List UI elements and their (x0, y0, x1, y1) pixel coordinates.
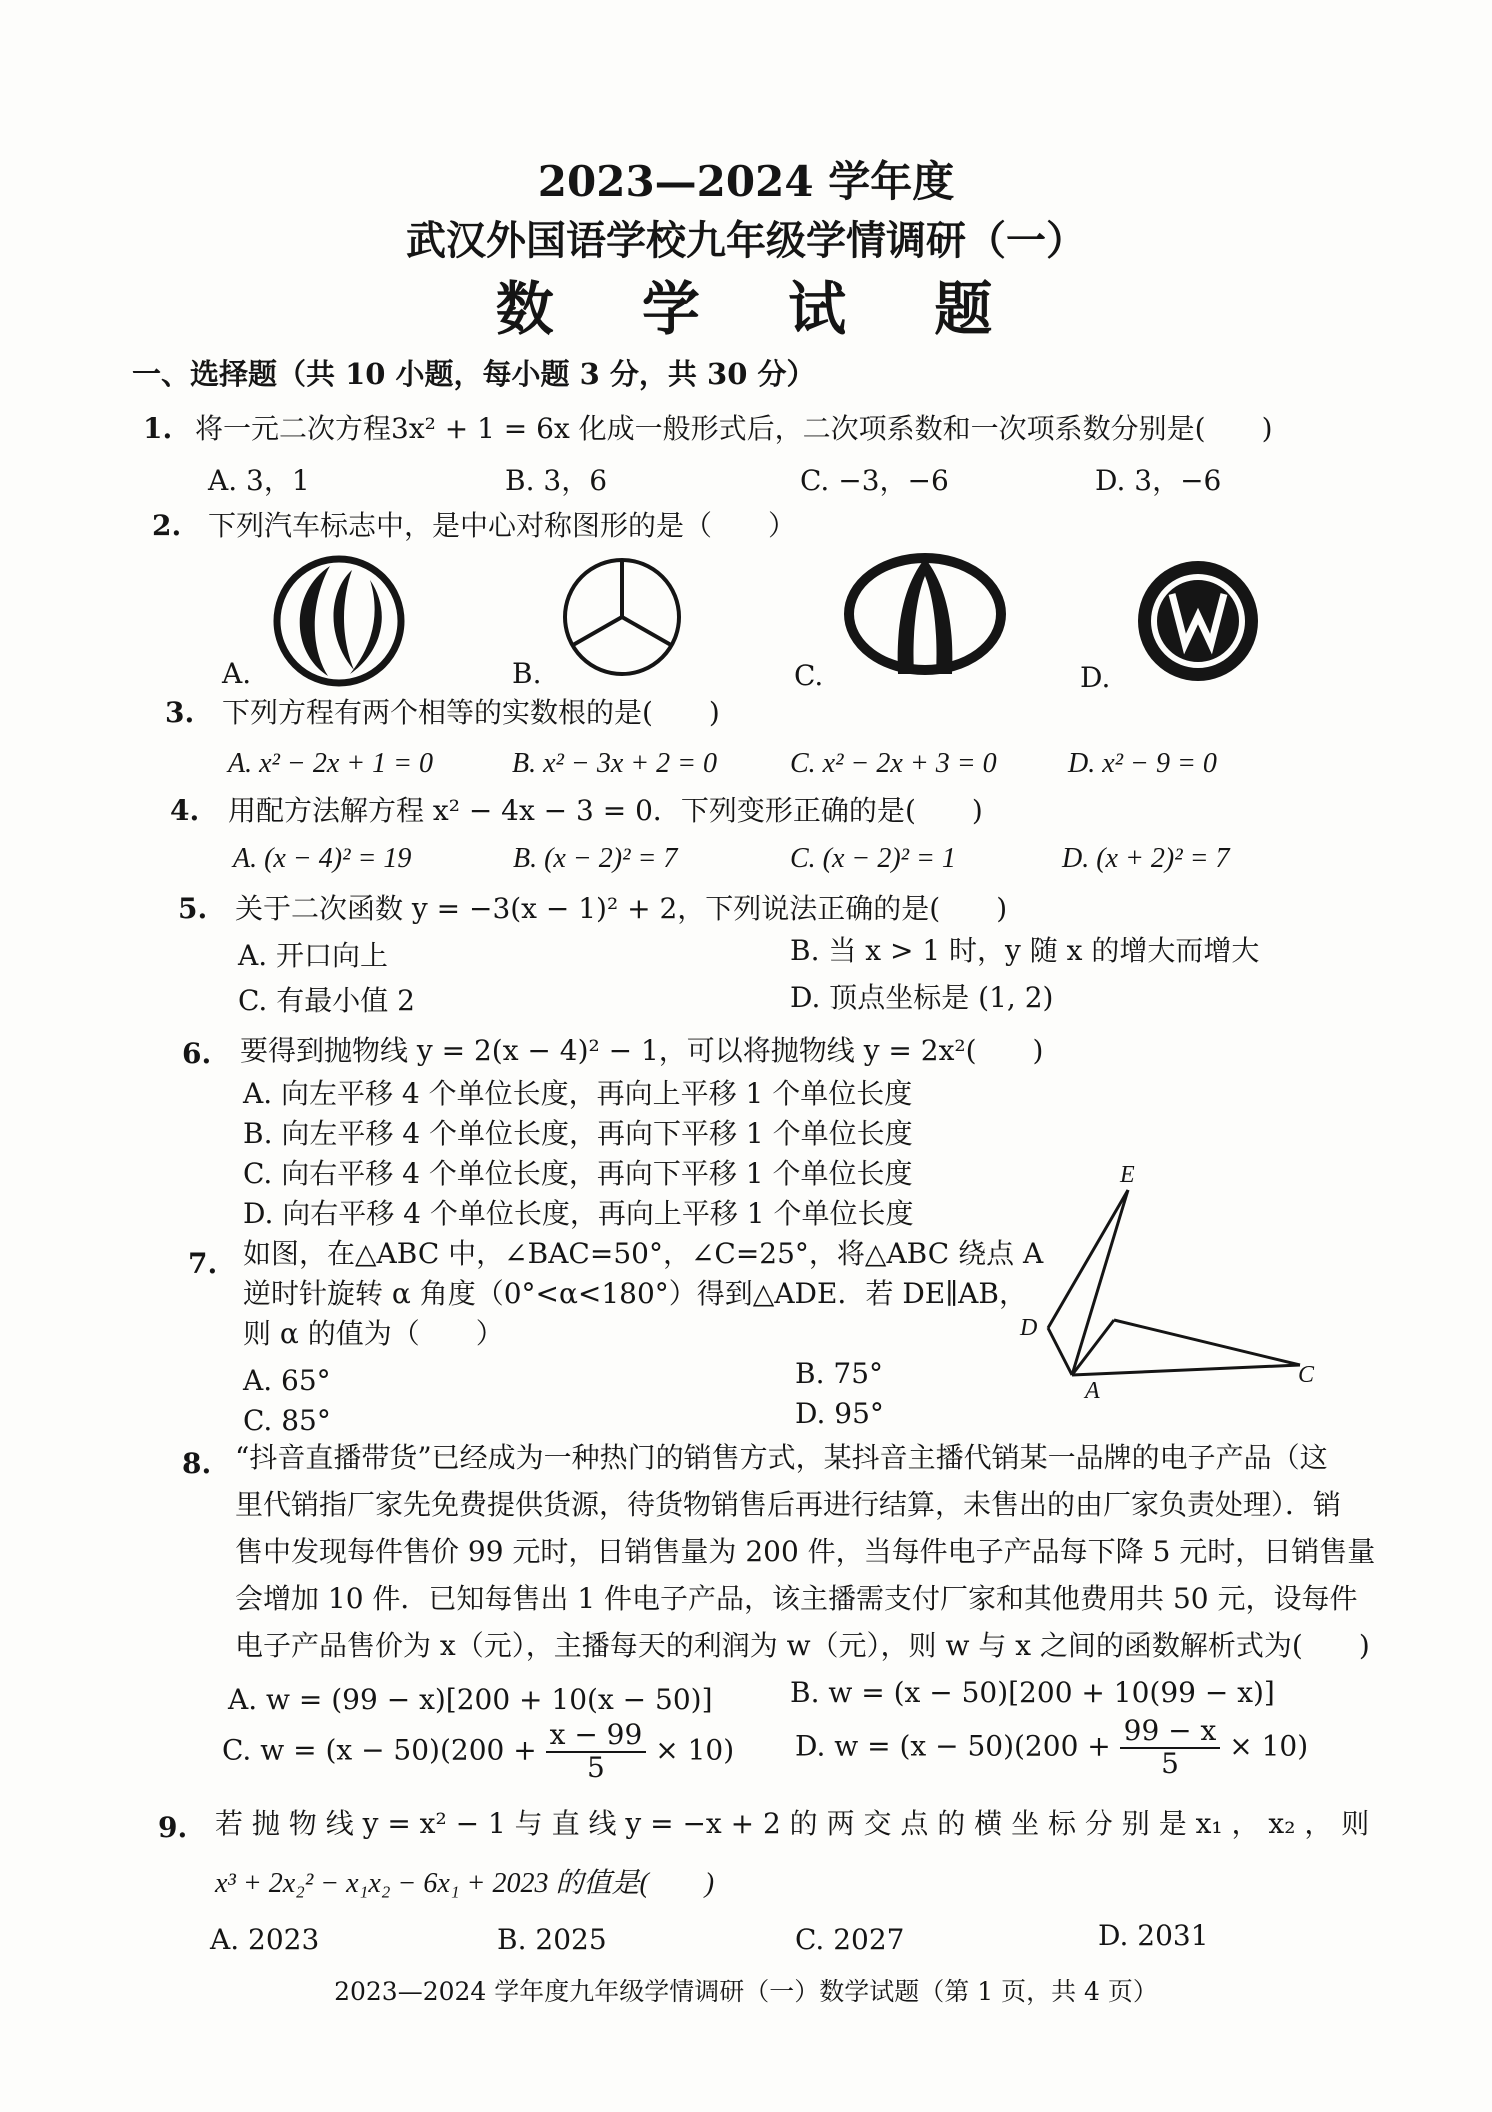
q1-option-b: B. 3，6 (505, 464, 608, 497)
q1-number: 1. (143, 412, 173, 445)
q7-number: 7. (188, 1247, 218, 1280)
q7-triangle-figure (1010, 1160, 1340, 1400)
q6-option-b: B. 向左平移 4 个单位长度，再向下平移 1 个单位长度 (243, 1117, 913, 1150)
q8-option-d-fraction (1120, 1716, 1221, 1780)
q8-option-c (222, 1720, 734, 1784)
q6-option-d: D. 向右平移 4 个单位长度，再向上平移 1 个单位长度 (243, 1197, 914, 1230)
q8-option-c-numerator: x − 99 (546, 1720, 647, 1753)
q8-option-d-suffix: × 10) (1229, 1729, 1309, 1763)
q8-option-c-suffix: × 10) (655, 1733, 735, 1767)
q5-number: 5. (178, 892, 208, 925)
q3-option-d: D. x² − 9 = 0 (1068, 748, 1217, 779)
header-subject: 数 学 试 题 (495, 275, 1027, 343)
q6-option-a: A. 向左平移 4 个单位长度，再向上平移 1 个单位长度 (243, 1077, 913, 1110)
q8-line5: 电子产品售价为 x（元），主播每天的利润为 w（元），则 w 与 x 之间的函数解析式为( ) (235, 1629, 1370, 1662)
header-year: 2023—2024 学年度 (537, 157, 955, 206)
q5-option-c: C. 有最小值 2 (238, 984, 415, 1017)
q4-option-b: B. (x − 2)² = 7 (513, 843, 678, 874)
car-logo-a-icon (270, 552, 408, 690)
q9-line2: x³ + 2x₂² − x₁x₂ − 6x₁ + 2023 的值是( ) (215, 1868, 715, 1899)
q6-number: 6. (182, 1037, 212, 1070)
q8-line1: “抖音直播带货”已经成为一种热门的销售方式，某抖音主播代销某一品牌的电子产品（这 (235, 1441, 1328, 1474)
q7-label-a: A (1085, 1378, 1100, 1404)
q2-number: 2. (152, 509, 182, 542)
q8-option-d-denominator: 5 (1161, 1746, 1179, 1780)
q7-label-e: E (1120, 1162, 1135, 1188)
q3-number: 3. (165, 696, 195, 729)
q8-line2: 里代销指厂家先免费提供货源，待货物销售后再进行结算，未售出的由厂家负责处理）．销 (235, 1488, 1342, 1521)
q8-option-c-denominator: 5 (587, 1750, 605, 1784)
q7-line2: 逆时针旋转 α 角度（0°<α<180°）得到△ADE．若 DE∥AB， (243, 1277, 1027, 1310)
q8-option-b: B. w = (x − 50)[200 + 10(99 − x)] (790, 1676, 1275, 1709)
q3-option-c: C. x² − 2x + 3 = 0 (790, 748, 997, 779)
q2-option-a: A. (222, 657, 252, 690)
section-heading: 一、选择题（共 10 小题，每小题 3 分，共 30 分） (132, 357, 816, 391)
q7-option-c: C. 85° (243, 1404, 331, 1437)
q9-option-a: A. 2023 (210, 1923, 320, 1956)
q3-option-b: B. x² − 3x + 2 = 0 (512, 748, 718, 779)
q9-line1: 若 抛 物 线 y = x² − 1 与 直 线 y = −x + 2 的 两 交 点 的 横 坐 标 分 别 是 x₁ ， x₂ ， 则 (215, 1807, 1370, 1840)
q4-stem: 用配方法解方程 x² − 4x − 3 = 0．下列变形正确的是( ) (228, 794, 983, 827)
q8-option-c-fraction (546, 1720, 647, 1784)
q8-option-c-prefix: C. w = (x − 50)(200 + (222, 1733, 537, 1767)
q4-option-c: C. (x − 2)² = 1 (790, 843, 956, 874)
q1-option-c: C. −3，−6 (800, 464, 949, 497)
q2-stem: 下列汽车标志中，是中心对称图形的是（ ） (208, 509, 797, 542)
q9-option-d: D. 2031 (1098, 1919, 1209, 1952)
page-footer: 2023—2024 学年度九年级学情调研（一）数学试题（第 1 页，共 4 页） (334, 1977, 1158, 2006)
q5-option-b: B. 当 x > 1 时，y 随 x 的增大而增大 (790, 934, 1260, 967)
q1-option-a: A. 3，1 (208, 464, 310, 497)
q6-stem: 要得到抛物线 y = 2(x − 4)² − 1，可以将抛物线 y = 2x²( ) (240, 1034, 1044, 1067)
q7-line1: 如图，在△ABC 中，∠BAC=50°，∠C=25°，将△ABC 绕点 A (243, 1237, 1044, 1270)
q7-option-d: D. 95° (795, 1397, 884, 1430)
q6-option-c: C. 向右平移 4 个单位长度，再向下平移 1 个单位长度 (243, 1157, 913, 1190)
q8-option-a: A. w = (99 − x)[200 + 10(x − 50)] (228, 1683, 713, 1716)
q8-line4: 会增加 10 件．已知每售出 1 件电子产品，该主播需支付厂家和其他费用共 50 元，设每件 (235, 1582, 1358, 1615)
q4-number: 4. (170, 794, 200, 827)
q8-option-d-prefix: D. w = (x − 50)(200 + (795, 1729, 1111, 1763)
car-logo-c-icon (842, 548, 1008, 680)
q5-option-a: A. 开口向上 (238, 939, 389, 972)
q8-option-d-numerator: 99 − x (1120, 1716, 1221, 1749)
car-logo-b-icon (560, 555, 684, 679)
q1-option-d: D. 3，−6 (1095, 464, 1222, 497)
q5-option-d: D. 顶点坐标是 (1, 2) (790, 981, 1054, 1014)
q4-option-a: A. (x − 4)² = 19 (233, 843, 412, 874)
q7-label-c: C (1298, 1362, 1315, 1388)
q7-label-d: D (1020, 1315, 1038, 1341)
q3-option-a: A. x² − 2x + 1 = 0 (228, 748, 434, 779)
q2-option-b: B. (512, 657, 542, 690)
q8-number: 8. (182, 1447, 212, 1480)
q8-option-d (795, 1716, 1308, 1780)
q7-option-a: A. 65° (243, 1364, 331, 1397)
car-logo-d-icon (1135, 558, 1261, 684)
q9-option-c: C. 2027 (795, 1923, 905, 1956)
q2-option-d: D. (1080, 661, 1111, 694)
q1-stem: 将一元二次方程3x² + 1 = 6x 化成一般形式后，二次项系数和一次项系数分别是( ) (195, 412, 1273, 445)
header-school: 武汉外国语学校九年级学情调研（一） (406, 217, 1086, 264)
q4-option-d: D. (x + 2)² = 7 (1062, 843, 1230, 874)
q9-option-b: B. 2025 (497, 1923, 607, 1956)
q5-stem: 关于二次函数 y = −3(x − 1)² + 2，下列说法正确的是( ) (235, 892, 1008, 925)
q3-stem: 下列方程有两个相等的实数根的是( ) (222, 696, 720, 729)
q2-option-c: C. (794, 659, 824, 692)
q8-line3: 售中发现每件售价 99 元时，日销售量为 200 件，当每件电子产品每下降 5 元时，日销售量 (235, 1535, 1376, 1568)
q9-number: 9. (158, 1811, 188, 1844)
q7-option-b: B. 75° (795, 1357, 884, 1390)
q7-line3: 则 α 的值为（ ） (243, 1317, 504, 1350)
